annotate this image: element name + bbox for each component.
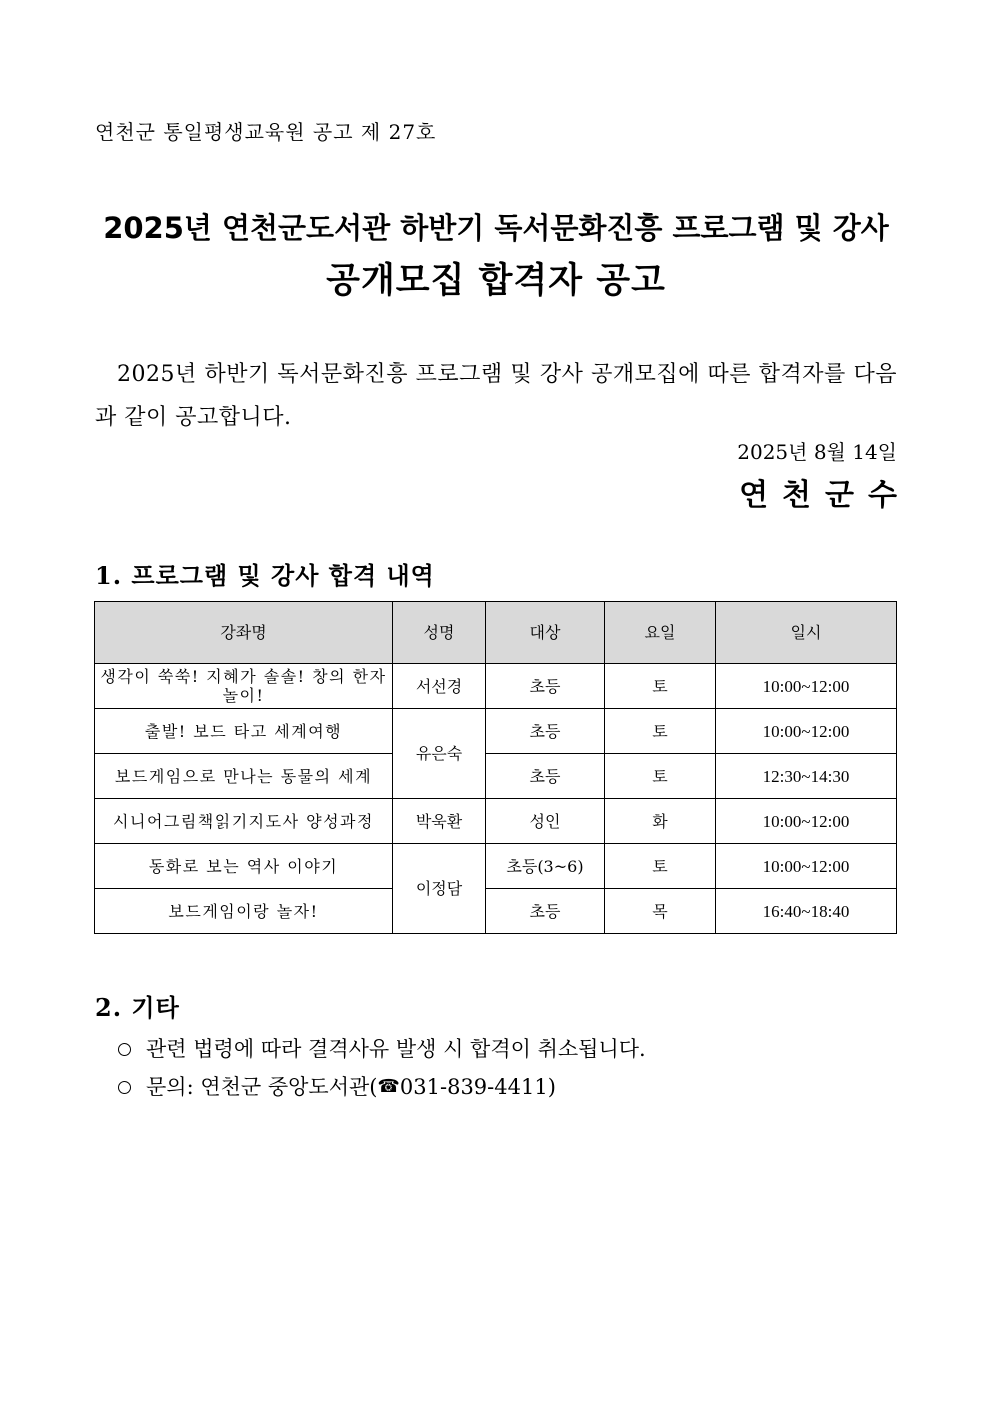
cell-time: 10:00~12:00	[716, 799, 897, 844]
table-row	[95, 844, 897, 889]
cell-course	[95, 799, 393, 844]
cell-day: 토	[605, 664, 716, 709]
cell-day: 목	[605, 889, 716, 934]
contact-prefix: 문의: 연천군 중앙도서관(	[146, 1075, 378, 1099]
cell-course	[95, 754, 393, 799]
notice-number: 연천군 통일평생교육원 공고 제 27호	[95, 120, 437, 144]
cell-time: 10:00~12:00	[716, 709, 897, 754]
intro-paragraph: 2025년 하반기 독서문화진흥 프로그램 및 강사 공개모집에 따른 합격자를 다음과 같이 공고합니다.	[95, 362, 897, 430]
table-row	[95, 709, 897, 754]
cell-course	[95, 709, 393, 754]
cell-time: 16:40~18:40	[716, 889, 897, 934]
cell-day: 화	[605, 799, 716, 844]
cell-target: 성인	[486, 799, 605, 844]
cell-name: 박욱환	[393, 799, 486, 844]
title-line-1: 2025년 연천군도서관 하반기 독서문화진흥 프로그램 및 강사	[103, 211, 889, 245]
header-day: 요일	[605, 602, 716, 664]
cell-course	[95, 664, 393, 709]
course-label: 동화로 보는 역사 이야기	[148, 856, 339, 876]
notice-date: 2025년 8월 14일	[737, 440, 897, 464]
cell-time: 10:00~12:00	[716, 664, 897, 709]
header-target: 대상	[486, 602, 605, 664]
results-table	[94, 601, 897, 934]
notes-list	[118, 1030, 646, 1106]
cell-target: 초등	[486, 754, 605, 799]
circle-bullet-icon	[118, 1081, 131, 1094]
course-label: 생각이 쑥쑥! 지혜가 솔솔! 창의 한자 놀이!	[100, 667, 387, 705]
table-row	[95, 799, 897, 844]
cell-name: 서선경	[393, 664, 486, 709]
circle-bullet-icon	[118, 1043, 131, 1056]
cell-day: 토	[605, 709, 716, 754]
cell-target: 초등(3~6)	[486, 844, 605, 889]
cell-time: 10:00~12:00	[716, 844, 897, 889]
table-row	[95, 754, 897, 799]
table-row	[95, 889, 897, 934]
course-label: 시니어그림책읽기지도사 양성과정	[113, 811, 374, 831]
course-label: 보드게임으로 만나는 동물의 세계	[114, 766, 373, 786]
cell-time: 12:30~14:30	[716, 754, 897, 799]
phone-icon: ☎	[377, 1076, 400, 1097]
list-item	[118, 1030, 646, 1068]
cell-day: 토	[605, 754, 716, 799]
list-item	[118, 1068, 646, 1106]
note-text: 관련 법령에 따라 결격사유 발생 시 합격이 취소됩니다.	[146, 1037, 646, 1061]
cell-target: 초등	[486, 889, 605, 934]
issuer: 연천군수	[739, 478, 911, 513]
course-label: 보드게임이랑 놀자!	[168, 901, 319, 921]
header-name: 성명	[393, 602, 486, 664]
header-course: 강좌명	[95, 602, 393, 664]
cell-name: 이정담	[393, 844, 486, 934]
table-header-row	[95, 602, 897, 664]
cell-target: 초등	[486, 664, 605, 709]
contact-phone: 031-839-4411)	[399, 1075, 556, 1099]
cell-day: 토	[605, 844, 716, 889]
cell-name: 유은숙	[393, 709, 486, 799]
course-label: 출발! 보드 타고 세계여행	[144, 721, 343, 741]
section-2-heading: 2. 기타	[95, 993, 180, 1022]
title-line-2: 공개모집 합격자 공고	[326, 261, 666, 301]
section-1-heading: 1. 프로그램 및 강사 합격 내역	[95, 561, 435, 590]
cell-course	[95, 844, 393, 889]
table-row	[95, 664, 897, 709]
header-time: 일시	[716, 602, 897, 664]
cell-target: 초등	[486, 709, 605, 754]
cell-course	[95, 889, 393, 934]
